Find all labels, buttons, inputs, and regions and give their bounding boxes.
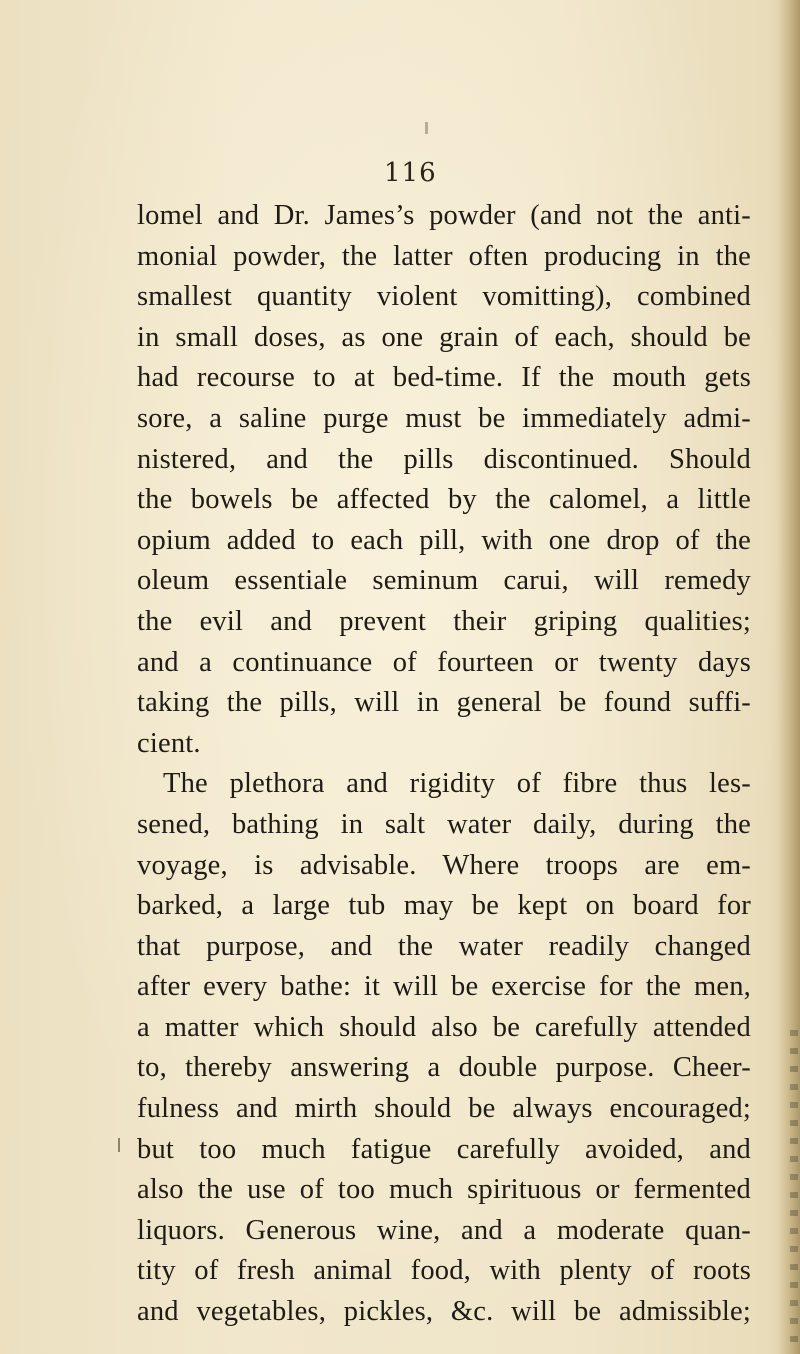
text-line: monial powder, the latter often producing in the: [137, 240, 751, 272]
text-line: and a continuance of fourteen or twenty days: [137, 646, 751, 678]
text-line: voyage, is advisable. Where troops are em-: [137, 849, 751, 881]
body-text: [137, 196, 751, 1333]
text-line: had recourse to at bed-time. If the mouth gets: [137, 362, 751, 394]
page-number: 116: [384, 158, 437, 188]
text-line: lomel and Dr. James’s powder (and not the anti-: [137, 200, 751, 231]
text-line: taking the pills, will in general be found suffi-: [137, 687, 751, 719]
text-line: but too much fatigue carefully avoided, and: [137, 1133, 751, 1165]
text-line: nistered, and the pills discontinued. Should: [137, 443, 751, 475]
text-line: a matter which should also be carefully attended: [137, 1011, 751, 1043]
text-line: opium added to each pill, with one drop of the: [137, 524, 751, 556]
text-line: the evil and prevent their griping qualities;: [137, 605, 751, 637]
text-line: the bowels be affected by the calomel, a little: [137, 484, 751, 516]
ink-mark: [118, 1138, 120, 1152]
text-line: fulness and mirth should be always encouraged;: [137, 1093, 751, 1125]
text-line: liquors. Generous wine, and a moderate quan-: [137, 1214, 751, 1246]
text-line: in small doses, as one grain of each, should be: [137, 321, 751, 353]
text-line: sore, a saline purge must be immediately admi-: [137, 402, 751, 434]
text-line: smallest quantity violent vomitting), combined: [137, 281, 751, 313]
text-line: sened, bathing in salt water daily, during the: [137, 808, 751, 840]
text-line: also the use of too much spirituous or fermented: [137, 1174, 751, 1206]
text-line: that purpose, and the water readily changed: [137, 930, 751, 962]
text-line: to, thereby answering a double purpose. Cheer-: [137, 1052, 751, 1084]
paragraph-start-line: The plethora and rigidity of fibre thus les-: [163, 768, 751, 800]
text-line: after every bathe: it will be exercise for the men,: [137, 971, 751, 1003]
text-line: cient.: [137, 727, 201, 759]
text-line: oleum essentiale seminum carui, will remedy: [137, 565, 751, 597]
page-edge-marks: [790, 1030, 798, 1350]
text-line: barked, a large tub may be kept on board for: [137, 890, 751, 922]
text-line: tity of fresh animal food, with plenty of roots: [137, 1255, 751, 1287]
text-line: and vegetables, pickles, &c. will be admissible;: [137, 1296, 751, 1328]
ink-mark: [425, 122, 428, 134]
